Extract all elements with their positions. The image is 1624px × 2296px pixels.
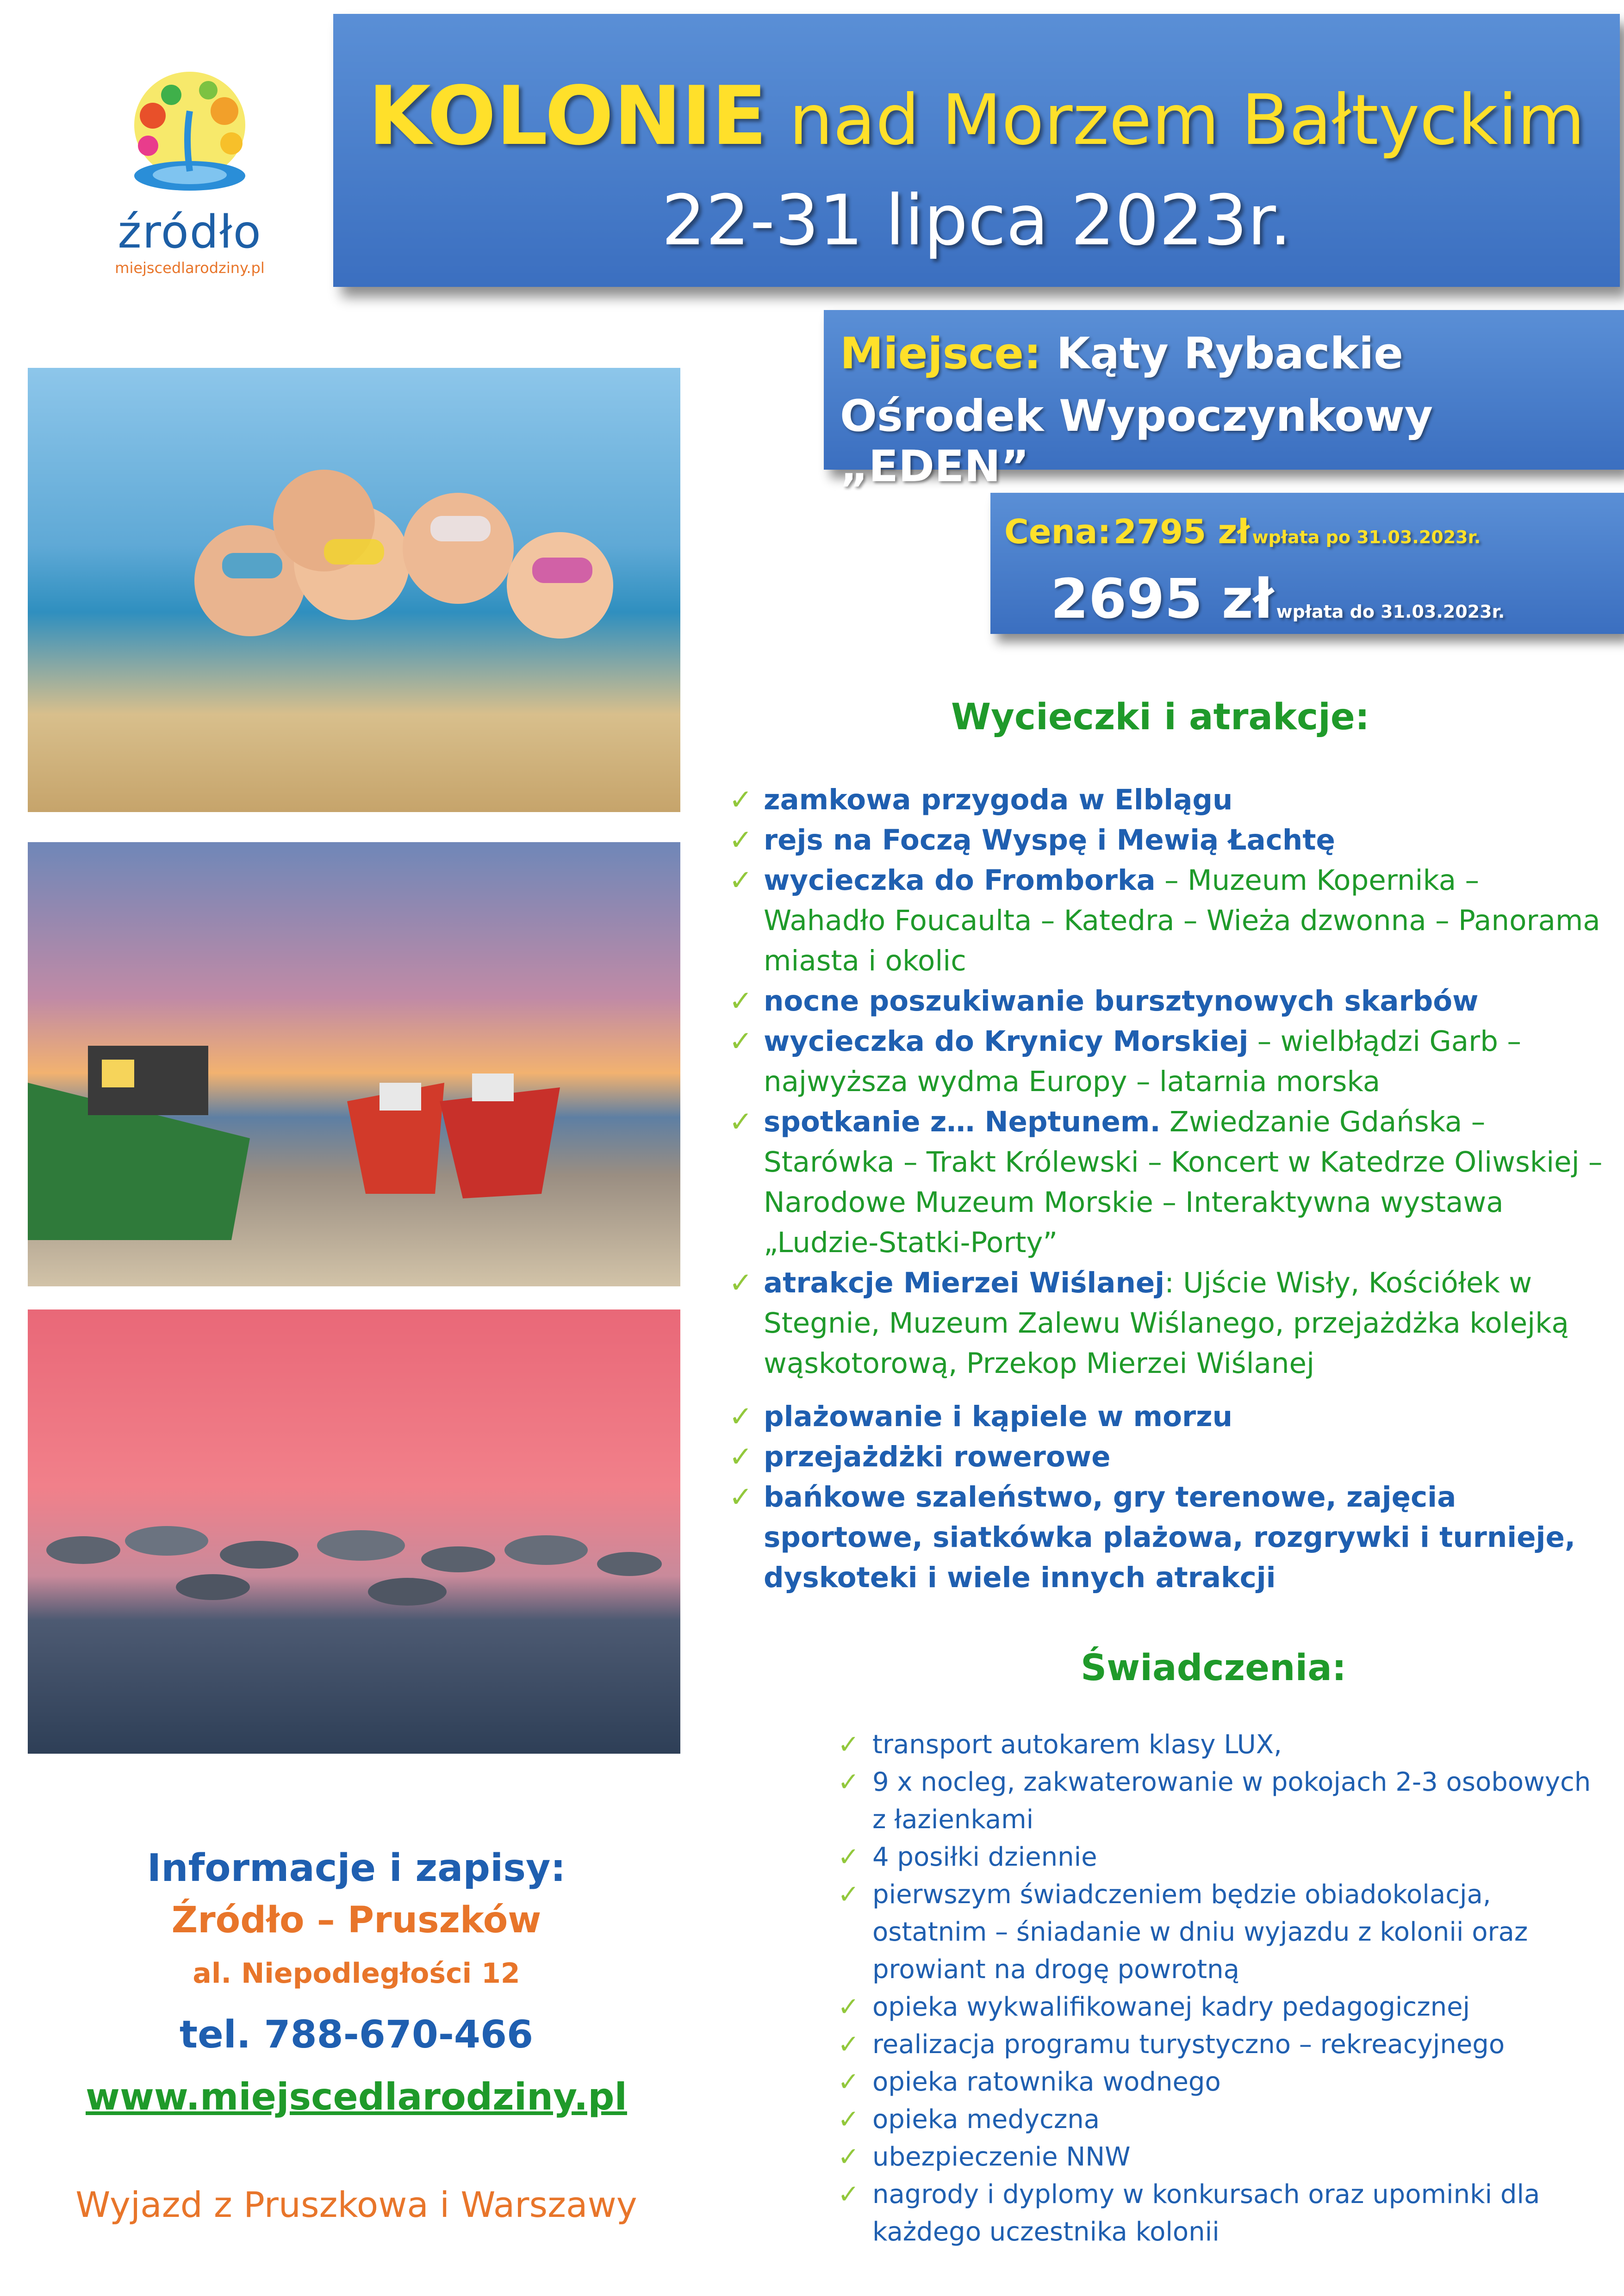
check-icon: ✓ <box>729 824 753 856</box>
check-icon: ✓ <box>838 2179 859 2209</box>
departure-note: Wyjazd z Pruszkowa i Warszawy <box>75 2184 637 2225</box>
check-icon: ✓ <box>838 2142 859 2172</box>
list-item: ✓ nagrody i dyplomy w konkursach oraz upominki dla każdego uczestnika kolonii <box>838 2176 1597 2251</box>
list-item: ✓ zamkowa przygoda w Elblągu <box>729 780 1608 820</box>
title-banner <box>333 14 1620 287</box>
list-item: ✓ opieka wykwalifikowanej kadry pedagogicznej <box>838 1988 1597 2026</box>
benefits-heading: Świadczenia: <box>1081 1647 1347 1689</box>
check-icon: ✓ <box>838 1767 859 1797</box>
trips-list <box>729 780 1608 1598</box>
list-item: ✓ atrakcje Mierzei Wiślanej: Ujście Wisły, Kościółek w Stegnie, Muzeum Zalewu Wiślanego, przejażdżka kolejką wąskotorową, Przekop Mierzei Wiślanej <box>729 1263 1608 1384</box>
check-icon: ✓ <box>838 1880 859 1910</box>
list-item: ✓ spotkanie z… Neptunem. Zwiedzanie Gdańska – Starówka – Trakt Królewski – Koncert w Katedrze Oliwskiej – Narodowe Muzeum Morskie – Interaktywna wystawa „Ludzie-Statki-Porty” <box>729 1102 1608 1263</box>
check-icon: ✓ <box>729 783 753 816</box>
check-icon: ✓ <box>838 2104 859 2135</box>
check-icon: ✓ <box>838 1842 859 1872</box>
price-banner <box>990 493 1624 634</box>
list-item: ✓ rejs na Foczą Wyspę i Mewią Łachtę <box>729 820 1608 860</box>
check-icon: ✓ <box>729 1440 753 1473</box>
check-icon: ✓ <box>838 2029 859 2060</box>
check-icon: ✓ <box>729 1266 753 1299</box>
price-early-note: wpłata do 31.03.2023r. <box>1276 602 1505 622</box>
trips-heading: Wycieczki i atrakcje: <box>951 696 1370 738</box>
check-icon: ✓ <box>729 985 753 1018</box>
list-item: ✓ wycieczka do Fromborka – Muzeum Kopernika – Wahadło Foucaulta – Katedra – Wieża dzwonna – Panorama miasta i okolic <box>729 860 1608 981</box>
check-icon: ✓ <box>838 2067 859 2097</box>
check-icon: ✓ <box>729 864 753 897</box>
seals-sunset-photo <box>28 1309 680 1754</box>
price-label: Cena: <box>1004 512 1111 551</box>
boats-sunset-photo <box>28 842 680 1286</box>
check-icon: ✓ <box>729 1025 753 1058</box>
place-location: Kąty Rybackie <box>1041 329 1404 379</box>
list-item: ✓ pierwszym świadczeniem będzie obiadokolacja, ostatnim – śniadanie w dniu wyjazdu z kolonii oraz prowiant na drogę powrotną <box>838 1876 1597 1988</box>
price-regular-line <box>1004 512 1481 551</box>
place-resort: Ośrodek Wypoczynkowy „EDEN” <box>840 391 1433 492</box>
price-early: 2695 zł <box>1051 567 1274 631</box>
title-line <box>333 69 1620 163</box>
list-item: ✓ 9 x nocleg, zakwaterowanie w pokojach 2-3 osobowych z łazienkami <box>838 1763 1597 1838</box>
place-label: Miejsce: <box>840 329 1041 379</box>
list-item: ✓ bańkowe szaleństwo, gry terenowe, zajęcia sportowe, siatkówka plażowa, rozgrywki i turnieje, dyskoteki i wiele innych atrakcji <box>729 1477 1608 1598</box>
check-icon: ✓ <box>729 1481 753 1514</box>
contact-name: Źródło – Pruszków <box>171 1899 541 1941</box>
price-early-line <box>1051 567 1505 631</box>
place-banner <box>824 310 1624 492</box>
list-item: ✓ transport autokarem klasy LUX, <box>838 1726 1597 1763</box>
contact-heading: Informacje i zapisy: <box>147 1846 566 1890</box>
benefits-list <box>838 1726 1597 2251</box>
check-icon: ✓ <box>729 1400 753 1433</box>
list-item: ✓ realizacja programu turystyczno – rekreacyjnego <box>838 2026 1597 2063</box>
list-item: ✓ opieka medyczna <box>838 2101 1597 2138</box>
contact-phone[interactable]: tel. 788-670-466 <box>179 2013 534 2057</box>
list-item: ✓ przejażdżki rowerowe <box>729 1437 1608 1477</box>
logo-name: źródło <box>118 206 262 259</box>
check-icon: ✓ <box>838 1730 859 1760</box>
list-item: ✓ 4 posiłki dziennie <box>838 1838 1597 1876</box>
list-item: ✓ opieka ratownika wodnego <box>838 2063 1597 2101</box>
logo-url: miejscedlarodziny.pl <box>115 259 265 277</box>
place-line <box>840 329 1403 379</box>
title-rest: nad Morzem Bałtyckim <box>767 80 1585 161</box>
check-icon: ✓ <box>729 1105 753 1138</box>
list-item: ✓ nocne poszukiwanie bursztynowych skarbów <box>729 981 1608 1021</box>
list-item: ✓ ubezpieczenie NNW <box>838 2138 1597 2176</box>
list-item: ✓ wycieczka do Krynicy Morskiej – wielbłądzi Garb – najwyższa wydma Europy – latarnia morska <box>729 1021 1608 1102</box>
list-item: ✓ plażowanie i kąpiele w morzu <box>729 1396 1608 1437</box>
website-link[interactable]: www.miejscedlarodziny.pl <box>86 2075 627 2118</box>
beach-kids-photo <box>28 368 680 812</box>
title-highlight: KOLONIE <box>368 69 767 163</box>
contact-address: al. Niepodległości 12 <box>193 1957 520 1990</box>
title-dates: 22-31 lipca 2023r. <box>661 180 1292 261</box>
price-regular: 2795 zł <box>1113 512 1250 551</box>
price-regular-note: wpłata po 31.03.2023r. <box>1252 527 1481 547</box>
check-icon: ✓ <box>838 1992 859 2022</box>
